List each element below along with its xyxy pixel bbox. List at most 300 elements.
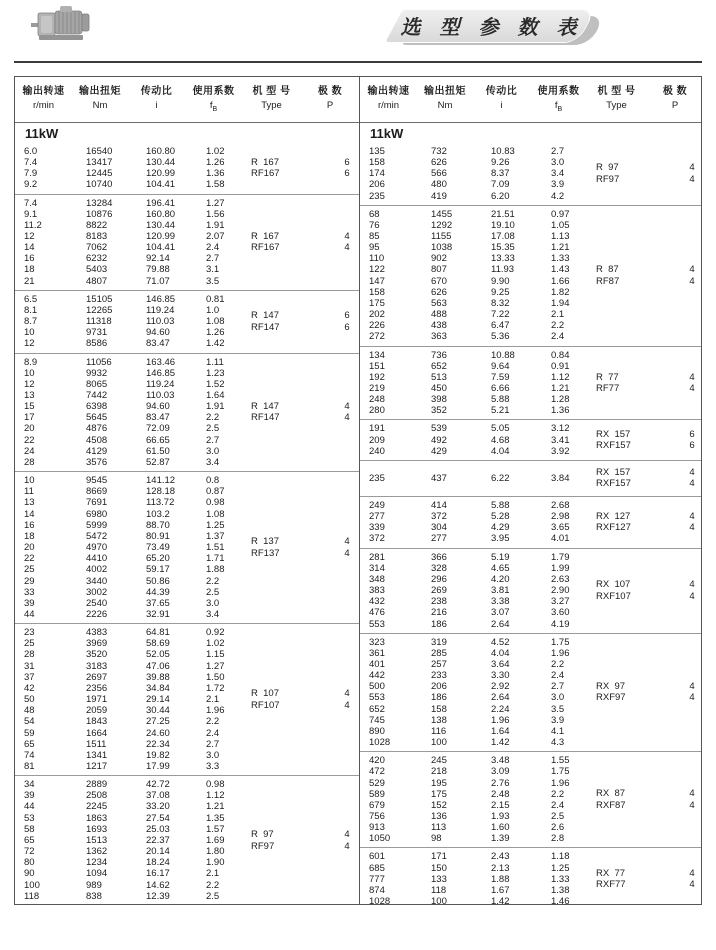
cell-torque: 1155 — [431, 230, 452, 242]
cell-speed: 9.1 — [24, 208, 38, 220]
col-poles: 极 数 — [662, 86, 688, 97]
type-line — [235, 688, 359, 700]
table-row — [360, 372, 580, 383]
pole-count: 4 — [689, 264, 695, 276]
table-row — [15, 457, 235, 468]
cell-ratio: 6.47 — [491, 320, 510, 332]
cell-speed: 874 — [369, 884, 385, 896]
type-line — [235, 829, 359, 841]
cell-torque: 277 — [431, 533, 447, 545]
cell-speed: 209 — [369, 434, 385, 446]
cell-torque: 5999 — [86, 519, 108, 531]
cell-speed: 432 — [369, 596, 385, 608]
table-row — [15, 779, 235, 790]
cell-ratio: 4.04 — [491, 647, 510, 659]
cell-torque: 186 — [431, 618, 447, 630]
cell-ratio: 32.91 — [146, 608, 170, 620]
page-title-banner — [393, 9, 591, 43]
cell-service-factor: 1.36 — [551, 405, 570, 417]
cell-torque: 1341 — [86, 749, 108, 761]
table-row — [360, 811, 580, 822]
ratio-group — [360, 633, 702, 752]
table-row — [15, 446, 235, 457]
cell-service-factor: 4.01 — [551, 533, 570, 545]
table-row — [360, 692, 580, 703]
type-line — [580, 692, 702, 704]
table-row — [15, 880, 235, 891]
cell-service-factor: 2.5 — [206, 890, 220, 902]
cell-service-factor: 3.3 — [206, 761, 220, 773]
cell-service-factor: 1.96 — [206, 705, 225, 717]
cell-speed: 20 — [24, 423, 35, 435]
cell-torque: 539 — [431, 423, 447, 435]
table-row — [15, 638, 235, 649]
group-rows — [15, 627, 235, 772]
group-rows — [15, 198, 235, 287]
cell-ratio: 6.66 — [491, 383, 510, 395]
cell-ratio: 72.09 — [146, 423, 170, 435]
power-label: 11kW — [370, 125, 404, 141]
table-body — [360, 143, 702, 905]
cell-service-factor: 1.15 — [206, 649, 225, 661]
cell-service-factor: 1.91 — [206, 401, 225, 413]
cell-torque: 438 — [431, 320, 447, 332]
group-rows — [15, 146, 235, 191]
pole-count: 4 — [689, 879, 695, 891]
right-table — [359, 77, 702, 904]
table-row — [360, 704, 580, 715]
cell-torque: 138 — [431, 714, 447, 726]
cell-torque: 4410 — [86, 553, 108, 565]
cell-service-factor: 1.13 — [551, 230, 570, 242]
cell-service-factor: 2.1 — [551, 309, 565, 321]
cell-speed: 240 — [369, 445, 385, 457]
group-rows — [360, 637, 580, 749]
cell-service-factor: 4.1 — [551, 725, 565, 737]
table-row — [15, 813, 235, 824]
cell-ratio: 4.65 — [491, 562, 510, 574]
table-row — [15, 220, 235, 231]
cell-speed: 16 — [24, 519, 35, 531]
cell-service-factor: 1.90 — [206, 857, 225, 869]
model-type: R 147 — [251, 310, 279, 322]
cell-service-factor: 1.0 — [206, 304, 220, 316]
cell-speed: 39 — [24, 790, 35, 802]
type-line — [580, 429, 702, 441]
ratio-group — [360, 548, 702, 633]
page-title: 选 型 参 数 表 — [400, 16, 584, 39]
cell-service-factor: 1.27 — [206, 197, 225, 209]
cell-ratio: 79.88 — [146, 264, 170, 276]
cell-torque: 492 — [431, 434, 447, 446]
cell-service-factor: 1.82 — [551, 286, 570, 298]
table-row — [360, 851, 580, 862]
ratio-group — [15, 471, 359, 623]
cell-service-factor: 2.7 — [206, 434, 220, 446]
model-type: RF167 — [251, 168, 280, 180]
cell-ratio: 1.42 — [491, 737, 510, 749]
cell-torque: 13284 — [86, 197, 113, 209]
cell-speed: 7.4 — [24, 197, 38, 209]
cell-ratio: 1.60 — [491, 822, 510, 834]
model-type: R 147 — [251, 400, 279, 412]
group-rows — [360, 350, 580, 417]
cell-ratio: 3.38 — [491, 596, 510, 608]
cell-speed: 652 — [369, 703, 385, 715]
unit-i: i — [155, 100, 158, 111]
table-row — [360, 361, 580, 372]
cell-ratio: 9.26 — [491, 157, 510, 169]
table-row — [15, 209, 235, 220]
cell-ratio: 120.99 — [146, 168, 176, 180]
table-row — [360, 574, 580, 585]
cell-ratio: 83.47 — [146, 412, 170, 424]
cell-ratio: 16.17 — [146, 868, 170, 880]
cell-service-factor: 2.5 — [206, 586, 220, 598]
cell-service-factor: 1.99 — [551, 562, 570, 574]
cell-speed: 314 — [369, 562, 385, 574]
cell-ratio: 37.08 — [146, 790, 170, 802]
cell-torque: 352 — [431, 405, 447, 417]
power-label: 11kW — [25, 125, 59, 141]
table-row — [360, 659, 580, 670]
table-row — [360, 726, 580, 737]
cell-ratio: 1.67 — [491, 884, 510, 896]
cell-torque: 12445 — [86, 168, 113, 180]
table-row — [360, 511, 580, 522]
cell-torque: 9545 — [86, 475, 108, 487]
cell-speed: 28 — [24, 649, 35, 661]
cell-speed: 9.2 — [24, 179, 38, 191]
cell-speed: 42 — [24, 682, 35, 694]
cell-ratio: 104.41 — [146, 179, 176, 191]
cell-speed: 249 — [369, 499, 385, 511]
table-row — [360, 500, 580, 511]
cell-torque: 7691 — [86, 497, 108, 509]
cell-ratio: 4.68 — [491, 434, 510, 446]
col-ratio: 传动比 — [140, 86, 173, 97]
cell-speed: 339 — [369, 522, 385, 534]
table-row — [15, 739, 235, 750]
cell-service-factor: 2.1 — [206, 694, 220, 706]
pole-count: 4 — [344, 699, 350, 711]
cell-torque: 1971 — [86, 694, 108, 706]
pole-count: 4 — [689, 466, 695, 478]
cell-ratio: 2.15 — [491, 799, 510, 811]
cell-ratio: 22.37 — [146, 834, 170, 846]
model-type: R 107 — [251, 688, 279, 700]
cell-torque: 195 — [431, 777, 447, 789]
cell-speed: 118 — [24, 890, 40, 902]
ratio-group — [360, 419, 702, 459]
cell-ratio: 196.41 — [146, 197, 176, 209]
model-type: R 167 — [251, 156, 279, 168]
type-poles-block — [580, 350, 702, 417]
cell-service-factor: 3.65 — [551, 522, 570, 534]
cell-ratio: 61.50 — [146, 445, 170, 457]
pole-count: 4 — [689, 275, 695, 287]
cell-speed: 25 — [24, 564, 35, 576]
cell-service-factor: 0.91 — [551, 360, 570, 372]
cell-speed: 476 — [369, 607, 385, 619]
cell-ratio: 4.20 — [491, 573, 510, 585]
cell-torque: 98 — [431, 833, 442, 845]
cell-service-factor: 3.4 — [551, 168, 565, 180]
cell-speed: 685 — [369, 862, 385, 874]
cell-speed: 44 — [24, 608, 35, 620]
table-row — [15, 761, 235, 772]
table-row — [360, 619, 580, 630]
header-chinese-row — [360, 84, 702, 99]
model-type: RF107 — [251, 699, 280, 711]
cell-ratio: 10.83 — [491, 145, 515, 157]
cell-speed: 191 — [369, 423, 385, 435]
type-poles-block — [580, 146, 702, 202]
cell-torque: 245 — [431, 755, 447, 767]
header-divider — [14, 61, 702, 63]
cell-torque: 670 — [431, 275, 447, 287]
cell-speed: 12 — [24, 338, 35, 350]
cell-service-factor: 1.36 — [206, 168, 225, 180]
table-row — [15, 857, 235, 868]
gear-motor-image — [30, 2, 96, 48]
cell-torque: 732 — [431, 145, 447, 157]
cell-speed: 11.2 — [24, 219, 42, 231]
cell-speed: 202 — [369, 309, 385, 321]
cell-torque: 8669 — [86, 486, 108, 498]
cell-service-factor: 3.1 — [206, 264, 220, 276]
table-row — [360, 766, 580, 777]
type-poles-block — [580, 755, 702, 844]
cell-torque: 3183 — [86, 660, 108, 672]
cell-service-factor: 0.84 — [551, 349, 570, 361]
type-poles-block — [235, 627, 359, 772]
cell-ratio: 17.99 — [146, 761, 170, 773]
cell-service-factor: 3.0 — [206, 597, 220, 609]
cell-torque: 113 — [431, 822, 447, 834]
cell-service-factor: 1.71 — [206, 553, 225, 565]
cell-service-factor: 1.64 — [206, 390, 225, 402]
table-row — [15, 497, 235, 508]
type-poles-block — [580, 209, 702, 343]
ratio-group — [360, 751, 702, 847]
cell-torque: 5645 — [86, 412, 108, 424]
table-row — [360, 383, 580, 394]
type-line — [235, 231, 359, 243]
cell-ratio: 163.46 — [146, 356, 176, 368]
cell-ratio: 20.14 — [146, 846, 170, 858]
table-row — [360, 737, 580, 748]
cell-speed: 235 — [369, 472, 385, 484]
cell-service-factor: 2.07 — [206, 230, 225, 242]
cell-ratio: 29.14 — [146, 694, 170, 706]
cell-torque: 2245 — [86, 801, 108, 813]
group-rows — [15, 294, 235, 350]
cell-speed: 1028 — [369, 896, 391, 905]
cell-torque: 2889 — [86, 779, 108, 791]
table-row — [15, 423, 235, 434]
cell-service-factor: 2.2 — [551, 658, 565, 670]
group-rows — [360, 209, 580, 343]
table-row — [15, 253, 235, 264]
cell-ratio: 8.32 — [491, 297, 510, 309]
table-row — [15, 486, 235, 497]
cell-torque: 175 — [431, 788, 447, 800]
cell-service-factor: 1.96 — [551, 777, 570, 789]
cell-service-factor: 3.4 — [206, 608, 220, 620]
type-poles-block — [580, 637, 702, 749]
type-line — [580, 383, 702, 395]
col-service-factor: 使用系数 — [192, 86, 235, 97]
table-row — [360, 473, 580, 484]
cell-speed: 81 — [24, 761, 35, 773]
cell-ratio: 27.25 — [146, 716, 170, 728]
cell-torque: 11056 — [86, 356, 112, 368]
cell-torque: 10876 — [86, 208, 113, 220]
cell-service-factor: 1.94 — [551, 297, 570, 309]
cell-service-factor: 3.5 — [551, 703, 565, 715]
cell-ratio: 11.93 — [491, 264, 515, 276]
cell-service-factor: 2.5 — [206, 423, 220, 435]
cell-service-factor: 1.79 — [551, 551, 570, 563]
ratio-group — [15, 194, 359, 290]
cell-service-factor: 1.57 — [206, 823, 225, 835]
cell-ratio: 9.90 — [491, 275, 510, 287]
cell-ratio: 5.28 — [491, 511, 510, 523]
cell-service-factor: 1.43 — [551, 264, 570, 276]
table-row — [360, 822, 580, 833]
table-row — [15, 728, 235, 739]
group-rows — [360, 467, 580, 490]
table-row — [15, 379, 235, 390]
table-row — [360, 533, 580, 544]
cell-torque: 736 — [431, 349, 447, 361]
pole-count: 4 — [689, 867, 695, 879]
cell-torque: 7442 — [86, 390, 108, 402]
cell-service-factor: 3.60 — [551, 607, 570, 619]
col-ratio: 传动比 — [485, 86, 518, 97]
cell-ratio: 47.06 — [146, 660, 170, 672]
left-table — [15, 77, 359, 904]
cell-speed: 53 — [24, 812, 35, 824]
table-row — [15, 231, 235, 242]
cell-ratio: 44.39 — [146, 586, 170, 598]
cell-torque: 1693 — [86, 823, 108, 835]
model-type: RF147 — [251, 412, 280, 424]
cell-speed: 913 — [369, 822, 385, 834]
cell-speed: 206 — [369, 179, 385, 191]
cell-torque: 133 — [431, 873, 447, 885]
cell-ratio: 13.33 — [491, 253, 515, 265]
cell-service-factor: 0.8 — [206, 475, 220, 487]
cell-ratio: 88.70 — [146, 519, 170, 531]
model-type: RF137 — [251, 547, 280, 559]
cell-speed: 6.5 — [24, 293, 38, 305]
cell-speed: 372 — [369, 533, 385, 545]
pole-count: 4 — [689, 383, 695, 395]
table-row — [15, 750, 235, 761]
table-row — [360, 331, 580, 342]
cell-service-factor: 1.69 — [206, 834, 225, 846]
type-line — [580, 264, 702, 276]
cell-service-factor: 1.33 — [551, 873, 570, 885]
cell-service-factor: 0.98 — [206, 779, 225, 791]
cell-speed: 16 — [24, 253, 35, 265]
cell-torque: 233 — [431, 670, 447, 682]
cell-speed: 18 — [24, 264, 35, 276]
cell-ratio: 7.22 — [491, 309, 510, 321]
cell-speed: 74 — [24, 749, 35, 761]
group-rows — [15, 357, 235, 469]
cell-torque: 7062 — [86, 242, 108, 254]
cell-service-factor: 4.3 — [551, 737, 565, 749]
cell-torque: 116 — [431, 725, 447, 737]
cell-speed: 7.9 — [24, 168, 38, 180]
table-row — [15, 520, 235, 531]
cell-ratio: 94.60 — [146, 327, 170, 339]
cell-torque: 296 — [431, 573, 447, 585]
table-row — [360, 607, 580, 618]
cell-service-factor: 2.68 — [551, 499, 570, 511]
cell-service-factor: 2.2 — [551, 788, 565, 800]
cell-ratio: 71.07 — [146, 275, 170, 287]
table-row — [360, 885, 580, 896]
cell-ratio: 42.72 — [146, 779, 170, 791]
cell-ratio: 110.03 — [146, 316, 175, 328]
cell-ratio: 22.34 — [146, 738, 170, 750]
unit-i: i — [500, 100, 503, 111]
cell-speed: 158 — [369, 286, 385, 298]
cell-ratio: 30.44 — [146, 705, 170, 717]
cell-torque: 216 — [431, 607, 447, 619]
type-line — [235, 401, 359, 413]
table-row — [360, 394, 580, 405]
cell-speed: 8.1 — [24, 304, 38, 316]
cell-speed: 1050 — [369, 833, 391, 845]
group-rows — [360, 146, 580, 202]
cell-torque: 1513 — [86, 834, 108, 846]
cell-torque: 480 — [431, 179, 447, 191]
pole-count: 6 — [344, 168, 350, 180]
pole-count: 4 — [344, 688, 350, 700]
table-row — [360, 874, 580, 885]
cell-speed: 12 — [24, 230, 35, 242]
model-type: RXF87 — [596, 799, 626, 811]
cell-ratio: 37.65 — [146, 597, 170, 609]
pole-count: 4 — [689, 522, 695, 534]
cell-ratio: 2.76 — [491, 777, 510, 789]
cell-torque: 4508 — [86, 434, 108, 446]
cell-ratio: 3.07 — [491, 607, 510, 619]
cell-service-factor: 3.0 — [206, 749, 220, 761]
ratio-group — [15, 143, 359, 194]
col-output-torque: 输出扭矩 — [424, 86, 466, 97]
cell-service-factor: 1.56 — [206, 208, 225, 220]
cell-service-factor: 1.21 — [206, 801, 225, 813]
cell-service-factor: 1.21 — [551, 242, 570, 254]
cell-speed: 175 — [369, 297, 385, 309]
cell-service-factor: 0.97 — [551, 208, 570, 220]
unit-p: P — [671, 100, 679, 111]
cell-torque: 1217 — [86, 761, 108, 773]
type-poles-block — [235, 357, 359, 469]
table-row — [360, 715, 580, 726]
cell-ratio: 8.37 — [491, 168, 510, 180]
cell-ratio: 12.39 — [146, 890, 170, 902]
table-row — [360, 253, 580, 264]
cell-speed: 59 — [24, 727, 35, 739]
table-row — [15, 179, 235, 190]
